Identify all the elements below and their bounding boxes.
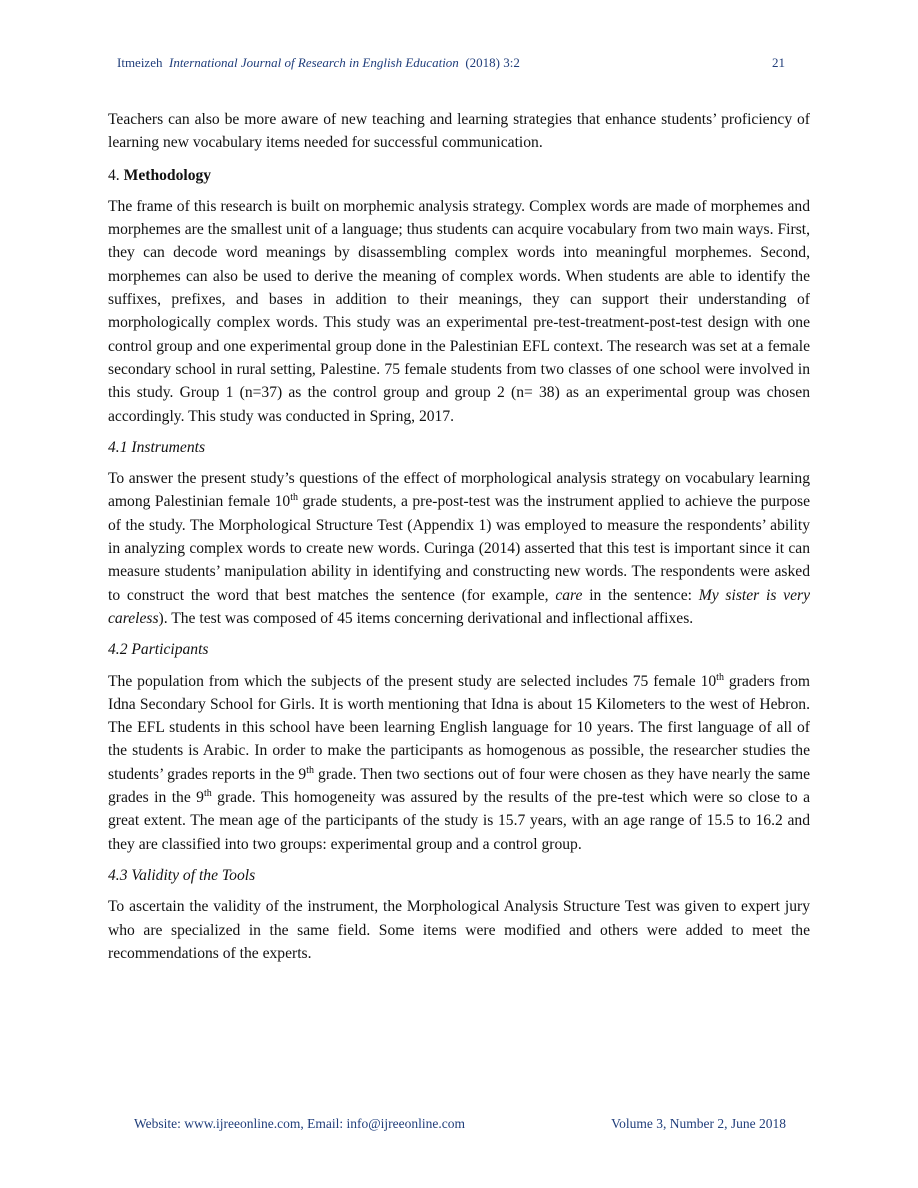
text-span: grade. This homogeneity was assured by the results of the pre-test which were so close to a great extent. The mean age of the participants of the study is 15.7 years, with an age range of 15.5 to 16.2 and they are classified into two groups: experimental group and a control group.	[108, 789, 810, 853]
instruments-paragraph	[108, 467, 810, 630]
running-header	[117, 55, 785, 71]
subsection-heading-instruments: 4.1 Instruments	[108, 438, 206, 456]
intro-paragraph: Teachers can also be more aware of new teaching and learning strategies that enhance students’ proficiency of learning new vocabulary items needed for successful communication.	[108, 111, 810, 152]
section-heading-methodology	[108, 164, 810, 187]
superscript: th	[716, 671, 724, 683]
subsection-heading-validity: 4.3 Validity of the Tools	[108, 866, 256, 884]
superscript: th	[306, 764, 314, 776]
text-span: To answer the present study’s questions of the effect of morphological analysis strategy on vocabulary learning among Palestinian female 10	[108, 470, 810, 511]
subsection-heading-participants: 4.2 Participants	[108, 641, 209, 659]
body-text	[108, 108, 810, 973]
text-span: graders from Idna Secondary School for Girls. It is worth mentioning that Idna is about 15 Kilometers to the west of Hebron. The EFL students in this school have been learning English language for 10 years. The first language of all of the students is Arabic. In order to make the participants as homogenous as possible, the researcher studies the students’ grades reports in the 9	[108, 672, 810, 783]
text-span: in the sentence:	[582, 586, 699, 604]
example-word: care	[555, 586, 583, 604]
text-span: The population from which the subjects of the present study are selected includes 75 female 10	[108, 672, 717, 690]
header-year-issue: (2018) 3:2	[465, 55, 520, 70]
validity-paragraph: To ascertain the validity of the instrument, the Morphological Analysis Structure Test was given to expert jury who are specialized in the same field. Some items were modified and others were added to meet the recommendations of the experts.	[108, 898, 810, 962]
header-journal-title: International Journal of Research in English Education	[168, 55, 459, 70]
example-sentence: My sister is very careless	[108, 586, 811, 627]
header-author: Itmeizeh	[117, 55, 163, 70]
text-span: grade students, a pre-post-test was the instrument applied to achieve the purpose of the study. The Morphological Structure Test (Appendix 1) was employed to measure the respondents’ ability in analyzing complex words to create new words. Curinga (2014) asserted that this test is important since it can measure students’ manipulation ability in identifying and constructing new words. The respondents were asked to construct the word that best matches the sentence (for example,	[108, 493, 810, 604]
page-number: 21	[772, 55, 785, 70]
section-number: 4.	[108, 166, 120, 184]
superscript: th	[290, 492, 299, 504]
footer-volume: Volume 3, Number 2, June 2018	[611, 1116, 786, 1131]
participants-paragraph	[108, 670, 810, 856]
methodology-paragraph: The frame of this research is built on morphemic analysis strategy. Complex words are made of morphemes and morphemes are the smallest unit of a language; thus students can acquire vocabulary from two main ways. First, they can decode word meanings by disassembling complex words into meaningful morphemes. Second, morphemes can also be used to derive the meaning of complex words. When students are able to identify the suffixes, prefixes, and bases in addition to their meanings, they can support their understanding of morphologically complex words. This study was an experimental pre-test-treatment-post-test design with one control group and one experimental group done in the Palestinian EFL context. The research was set at a female secondary school in rural setting, Palestine. 75 female students from two classes of one school were involved in this study. Group 1 (n=37) as the control group and group 2 (n= 38) as an experimental group was chosen accordingly. This study was conducted in Spring, 2017.	[108, 197, 810, 425]
text-span: grade. Then two sections out of four were chosen as they have nearly the same grades in the 9	[108, 765, 810, 807]
text-span: ). The test was composed of 45 items concerning derivational and inflectional affixes.	[158, 609, 694, 627]
page-footer	[134, 1116, 786, 1132]
section-title: Methodology	[123, 166, 212, 184]
superscript: th	[203, 787, 212, 799]
footer-contact: Website: www.ijreeonline.com, Email: info@ijreeonline.com	[134, 1116, 466, 1131]
